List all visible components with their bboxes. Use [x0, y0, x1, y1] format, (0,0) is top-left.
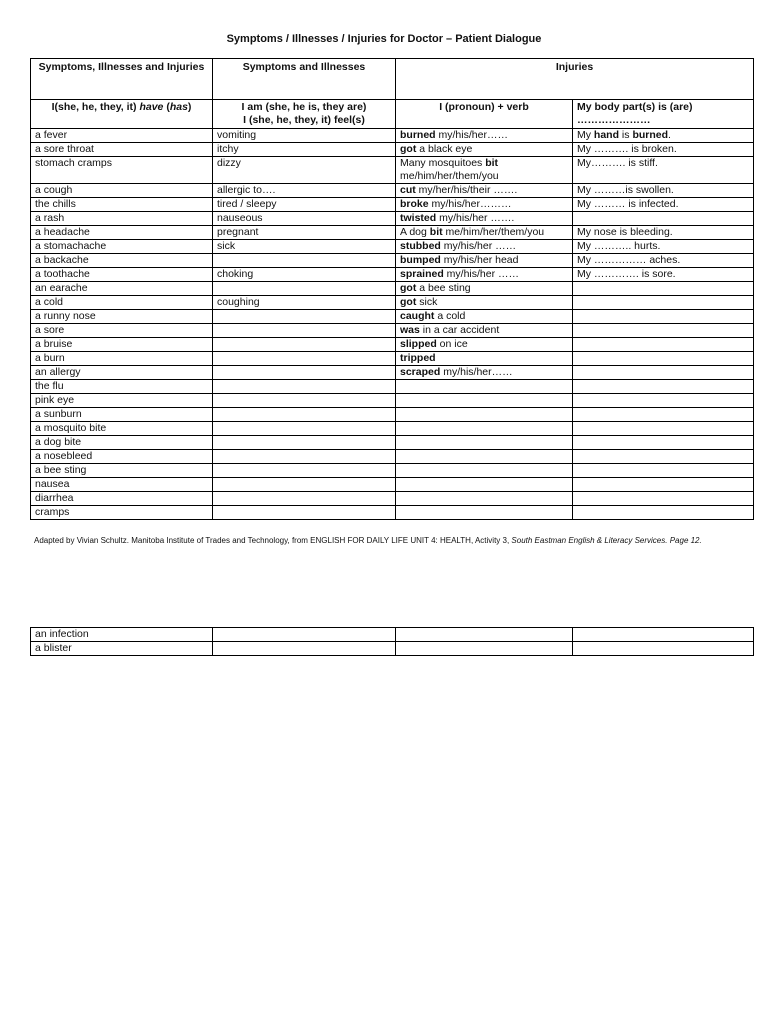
- illness-cell: [31, 408, 213, 422]
- feeling-cell: [213, 338, 396, 352]
- feeling-cell: [213, 642, 396, 656]
- injury-verb: slipped: [400, 338, 437, 350]
- illness-text: a dog bite: [35, 436, 82, 448]
- illness-cell: [31, 464, 213, 478]
- illness-text: a fever: [35, 129, 68, 141]
- feeling-text: sick: [217, 240, 236, 252]
- body-part-c4c: is: [619, 129, 633, 141]
- feeling-cell: [213, 506, 396, 520]
- illness-cell: [31, 478, 213, 492]
- injury-object: my/his/her………: [428, 198, 512, 210]
- illness-cell: [31, 282, 213, 296]
- body-part-cell: [573, 157, 754, 184]
- body-part-c4e: .: [668, 129, 671, 141]
- body-part-cell: [573, 240, 754, 254]
- body-part-cell: [573, 296, 754, 310]
- injury-verb-cell: [396, 492, 573, 506]
- illness-text: a sore: [35, 324, 65, 336]
- feeling-cell: [213, 240, 396, 254]
- feeling-cell: [213, 352, 396, 366]
- injury-prefix: A dog: [400, 226, 430, 238]
- injury-object: my/her/his/their …….: [415, 184, 518, 196]
- injury-object: my/his/her ……: [443, 268, 520, 280]
- vocabulary-table: [30, 58, 754, 520]
- illness-text: a backache: [35, 254, 89, 266]
- feeling-cell: [213, 478, 396, 492]
- injury-object: my/his/her……: [435, 129, 508, 141]
- header-row-2: [31, 100, 754, 129]
- injury-object: sick: [416, 296, 438, 308]
- header-body-part-line: My body part(s) is (are): [577, 101, 693, 113]
- body-part-c4a: My …………. is sore.: [577, 268, 676, 280]
- injury-verb: tripped: [400, 352, 436, 364]
- feeling-cell: [213, 226, 396, 240]
- body-part-cell: [573, 254, 754, 268]
- illness-cell: [31, 352, 213, 366]
- feeling-text: pregnant: [217, 226, 259, 238]
- extra-vocabulary-table: [30, 627, 754, 656]
- body-part-cell: [573, 310, 754, 324]
- table-row: [31, 143, 754, 157]
- table-row: [31, 184, 754, 198]
- table-row: [31, 254, 754, 268]
- header-have-prefix: I(she, he, they, it): [51, 101, 140, 113]
- header-body-part: [573, 100, 754, 129]
- feeling-cell: [213, 436, 396, 450]
- feeling-cell: [213, 380, 396, 394]
- illness-text: a nosebleed: [35, 450, 93, 462]
- illness-text: an infection: [35, 628, 89, 640]
- injury-verb: bit: [429, 226, 443, 238]
- feeling-text: coughing: [217, 296, 260, 308]
- injury-verb-cell: [396, 642, 573, 656]
- illness-text: a burn: [35, 352, 65, 364]
- feeling-cell: [213, 129, 396, 143]
- injury-verb-cell: [396, 129, 573, 143]
- body-part-c4a: My………. is stiff.: [577, 157, 658, 169]
- header-body-part-dots: …………………: [577, 114, 651, 126]
- injury-verb-cell: [396, 240, 573, 254]
- table-row: [31, 268, 754, 282]
- body-part-cell: [573, 282, 754, 296]
- illness-cell: [31, 296, 213, 310]
- body-part-cell: [573, 226, 754, 240]
- table-row: [31, 450, 754, 464]
- feeling-text: itchy: [217, 143, 239, 155]
- injury-verb-cell: [396, 478, 573, 492]
- credit-source: South Eastman English & Literacy Services. Page 12.: [511, 536, 702, 545]
- illness-text: a runny nose: [35, 310, 96, 322]
- injury-verb-cell: [396, 212, 573, 226]
- feeling-cell: [213, 212, 396, 226]
- illness-cell: [31, 394, 213, 408]
- feeling-cell: [213, 394, 396, 408]
- injury-verb-cell: [396, 310, 573, 324]
- page-title: Symptoms / Illnesses / Injuries for Doctor – Patient Dialogue: [226, 33, 542, 45]
- table-row: [31, 324, 754, 338]
- injury-object: in a car accident: [419, 324, 500, 336]
- feeling-cell: [213, 366, 396, 380]
- feeling-cell: [213, 143, 396, 157]
- illness-cell: [31, 143, 213, 157]
- table-row: [31, 436, 754, 450]
- injury-verb-cell: [396, 338, 573, 352]
- injury-verb-cell: [396, 157, 573, 184]
- injury-verb: got: [400, 296, 417, 308]
- feeling-cell: [213, 628, 396, 642]
- feeling-cell: [213, 157, 396, 184]
- header-symptoms-illnesses: Symptoms and Illnesses: [213, 59, 396, 100]
- injury-verb-cell: [396, 436, 573, 450]
- injury-verb-cell: [396, 282, 573, 296]
- table-row: [31, 226, 754, 240]
- illness-text: nausea: [35, 478, 70, 490]
- illness-cell: [31, 240, 213, 254]
- illness-cell: [31, 338, 213, 352]
- extra-table-body: [31, 628, 754, 656]
- body-part-cell: [573, 478, 754, 492]
- injury-verb-cell: [396, 254, 573, 268]
- feeling-text: vomiting: [217, 129, 257, 141]
- injury-object: my/his/her……: [440, 366, 513, 378]
- table-row: [31, 506, 754, 520]
- illness-cell: [31, 310, 213, 324]
- feeling-cell: [213, 268, 396, 282]
- injury-verb: sprained: [400, 268, 444, 280]
- feeling-cell: [213, 450, 396, 464]
- table-row: [31, 366, 754, 380]
- illness-text: a stomachache: [35, 240, 107, 252]
- body-part-c4a: My nose is bleeding.: [577, 226, 673, 238]
- illness-cell: [31, 380, 213, 394]
- table-row: [31, 380, 754, 394]
- illness-cell: [31, 422, 213, 436]
- injury-verb: broke: [400, 198, 429, 210]
- illness-cell: [31, 324, 213, 338]
- body-part-c4d: burned: [632, 129, 669, 141]
- table-row: [31, 464, 754, 478]
- credit-text: Adapted by Vivian Schultz. Manitoba Institute of Trades and Technology, from ENGLISH FOR DAILY LIFE UNIT 4: HEALTH, Activity 3,: [34, 536, 512, 545]
- body-part-cell: [573, 436, 754, 450]
- injury-verb-cell: [396, 143, 573, 157]
- table-row: [31, 394, 754, 408]
- body-part-cell: [573, 506, 754, 520]
- injury-verb-cell: [396, 394, 573, 408]
- feeling-cell: [213, 296, 396, 310]
- body-part-cell: [573, 212, 754, 226]
- injury-verb-cell: [396, 464, 573, 478]
- injury-verb-cell: [396, 506, 573, 520]
- illness-text: a sore throat: [35, 143, 94, 155]
- illness-text: a sunburn: [35, 408, 82, 420]
- injury-verb: twisted: [400, 212, 437, 224]
- illness-text: a toothache: [35, 268, 90, 280]
- illness-cell: [31, 129, 213, 143]
- illness-cell: [31, 492, 213, 506]
- feeling-text: allergic to….: [217, 184, 276, 196]
- illness-cell: [31, 366, 213, 380]
- header-has-word: has: [169, 101, 188, 113]
- feeling-text: dizzy: [217, 157, 241, 169]
- body-part-cell: [573, 352, 754, 366]
- injury-verb-cell: [396, 352, 573, 366]
- injury-verb: bumped: [400, 254, 441, 266]
- feeling-cell: [213, 324, 396, 338]
- body-part-cell: [573, 394, 754, 408]
- feeling-text: nauseous: [217, 212, 263, 224]
- body-part-cell: [573, 380, 754, 394]
- injury-verb-cell: [396, 380, 573, 394]
- illness-cell: [31, 506, 213, 520]
- injury-object: a cold: [434, 310, 466, 322]
- feeling-cell: [213, 184, 396, 198]
- illness-text: the chills: [35, 198, 76, 210]
- feeling-cell: [213, 198, 396, 212]
- illness-text: a bee sting: [35, 464, 87, 476]
- injury-verb: was: [400, 324, 420, 336]
- illness-text: a rash: [35, 212, 65, 224]
- illness-text: pink eye: [35, 394, 75, 406]
- illness-text: stomach cramps: [35, 157, 113, 169]
- illness-text: an allergy: [35, 366, 81, 378]
- table-row: [31, 492, 754, 506]
- body-part-c4a: My ……… is infected.: [577, 198, 679, 210]
- table-body: [31, 129, 754, 520]
- body-part-cell: [573, 184, 754, 198]
- injury-object: my/his/her …….: [436, 212, 515, 224]
- credit-note: [34, 535, 754, 547]
- injury-verb-cell: [396, 422, 573, 436]
- illness-cell: [31, 212, 213, 226]
- illness-text: the flu: [35, 380, 64, 392]
- table-row: [31, 212, 754, 226]
- illness-cell: [31, 450, 213, 464]
- table-row: [31, 198, 754, 212]
- injury-verb: caught: [400, 310, 435, 322]
- table-row: [31, 282, 754, 296]
- feeling-cell: [213, 422, 396, 436]
- injury-verb-cell: [396, 226, 573, 240]
- header-have: I(she, he, they, it) have (has): [31, 100, 213, 129]
- injury-verb-cell: [396, 408, 573, 422]
- table-row: [31, 240, 754, 254]
- body-part-cell: [573, 129, 754, 143]
- injury-prefix: Many mosquitoes: [400, 157, 486, 169]
- body-part-c4a: My: [577, 129, 594, 141]
- feeling-cell: [213, 492, 396, 506]
- illness-cell: [31, 198, 213, 212]
- header-am-feel: [213, 100, 396, 129]
- header-am-line: I am (she, he is, they are): [241, 101, 367, 113]
- body-part-cell: [573, 268, 754, 282]
- injury-verb-cell: [396, 296, 573, 310]
- table-row: [31, 352, 754, 366]
- table-row: [31, 478, 754, 492]
- injury-verb-cell: [396, 198, 573, 212]
- injury-object: a bee sting: [416, 282, 471, 294]
- feeling-cell: [213, 282, 396, 296]
- injury-verb: bit: [485, 157, 499, 169]
- illness-cell: [31, 226, 213, 240]
- injury-verb: stubbed: [400, 240, 441, 252]
- body-part-cell: [573, 492, 754, 506]
- injury-verb: got: [400, 143, 417, 155]
- injury-verb: scraped: [400, 366, 441, 378]
- feeling-cell: [213, 310, 396, 324]
- illness-cell: [31, 254, 213, 268]
- table-row: [31, 408, 754, 422]
- feeling-text: tired / sleepy: [217, 198, 277, 210]
- body-part-cell: [573, 450, 754, 464]
- feeling-cell: [213, 254, 396, 268]
- table-row: [31, 422, 754, 436]
- injury-object: on ice: [436, 338, 468, 350]
- injury-verb-cell: [396, 366, 573, 380]
- body-part-c4a: My ………is swollen.: [577, 184, 674, 196]
- body-part-c4a: My ……….. hurts.: [577, 240, 661, 252]
- injury-verb-cell: [396, 324, 573, 338]
- illness-text: a cold: [35, 296, 64, 308]
- table-row: [31, 129, 754, 143]
- injury-verb-cell: [396, 184, 573, 198]
- feeling-text: choking: [217, 268, 254, 280]
- body-part-cell: [573, 143, 754, 157]
- illness-text: diarrhea: [35, 492, 74, 504]
- illness-text: a blister: [35, 642, 72, 654]
- table-row: [31, 310, 754, 324]
- feeling-cell: [213, 408, 396, 422]
- injury-object: me/him/her/them/you: [442, 226, 545, 238]
- injury-object: my/his/her head: [440, 254, 519, 266]
- injury-object: a black eye: [416, 143, 473, 155]
- body-part-cell: [573, 408, 754, 422]
- header-pronoun-verb: I (pronoun) + verb: [396, 100, 573, 129]
- table-row: [31, 628, 754, 642]
- header-feel-line: I (she, he, they, it) feel(s): [243, 114, 365, 126]
- header-injuries: Injuries: [396, 59, 754, 100]
- body-part-c4b: hand: [593, 129, 620, 141]
- header-row-1: [31, 59, 754, 100]
- table-row: [31, 296, 754, 310]
- body-part-cell: [573, 366, 754, 380]
- injury-verb-cell: [396, 450, 573, 464]
- body-part-c4a: My ………. is broken.: [577, 143, 677, 155]
- table-row: [31, 157, 754, 184]
- body-part-c4a: My …………… aches.: [577, 254, 681, 266]
- table-row: [31, 338, 754, 352]
- illness-text: an earache: [35, 282, 88, 294]
- illness-cell: [31, 268, 213, 282]
- header-have-word: have: [139, 101, 164, 113]
- body-part-cell: [573, 464, 754, 478]
- illness-cell: [31, 157, 213, 184]
- body-part-cell: [573, 642, 754, 656]
- body-part-cell: [573, 628, 754, 642]
- injury-object: me/him/her/them/you: [400, 170, 499, 182]
- illness-text: a bruise: [35, 338, 73, 350]
- illness-text: a mosquito bite: [35, 422, 107, 434]
- illness-cell: [31, 184, 213, 198]
- body-part-cell: [573, 422, 754, 436]
- illness-cell: [31, 436, 213, 450]
- illness-text: a headache: [35, 226, 90, 238]
- injury-verb-cell: [396, 628, 573, 642]
- injury-verb: burned: [400, 129, 436, 141]
- feeling-cell: [213, 464, 396, 478]
- injury-object: my/his/her ……: [440, 240, 517, 252]
- body-part-cell: [573, 198, 754, 212]
- illness-text: a cough: [35, 184, 73, 196]
- injury-verb: cut: [400, 184, 416, 196]
- injury-verb: got: [400, 282, 417, 294]
- illness-cell: [31, 628, 213, 642]
- illness-cell: [31, 642, 213, 656]
- body-part-cell: [573, 324, 754, 338]
- body-part-cell: [573, 338, 754, 352]
- illness-text: cramps: [35, 506, 70, 518]
- table-row: [31, 642, 754, 656]
- header-symptoms-illnesses-injuries: Symptoms, Illnesses and Injuries: [31, 59, 213, 100]
- injury-verb-cell: [396, 268, 573, 282]
